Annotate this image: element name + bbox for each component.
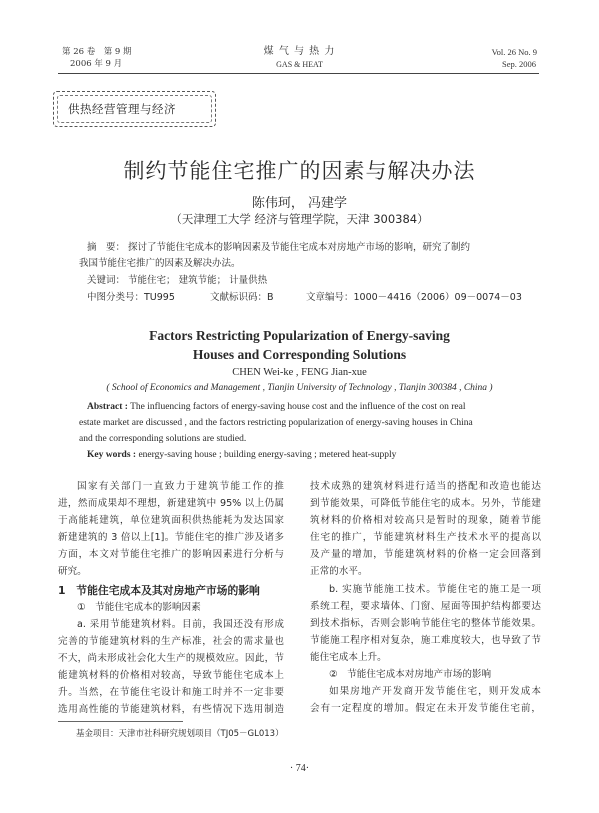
abstract-en-line1 xyxy=(87,402,547,412)
body-line: 到技术指标，否则会影响节能住宅的整体节能效果。 xyxy=(310,617,541,629)
body-line: 于高能耗建筑，单位建筑面积供热能耗为发达国家 xyxy=(58,515,284,527)
header-date-cn: 2006 年 9 月 xyxy=(70,59,123,69)
footnote-funding: 基金项目：天津市社科研究规划项目（TJ05－GL013） xyxy=(76,729,284,739)
body-line: 及产量的增加，节能建筑材料的价格一定会回落到 xyxy=(310,549,541,561)
body-line: b. 实施节能施工技术。节能住宅的施工是一项 xyxy=(329,583,541,595)
header-date-en: Sep. 2006 xyxy=(502,59,536,69)
body-line: 研究。 xyxy=(58,566,87,578)
keywords-en-label: Key words : xyxy=(87,450,137,460)
body-line: 会有一定程度的增加。假定在未开发节能住宅前， xyxy=(310,703,541,715)
abstract-cn-line1: 探讨了节能住宅成本的影响因素及节能住宅成本对房地产市场的影响，研究了制约 xyxy=(128,242,471,253)
keywords-en-text: energy-saving house ; building energy-saving ; metered heat-supply xyxy=(138,450,397,460)
abstract-cn xyxy=(87,240,547,256)
body-line: 能住宅成本上升。 xyxy=(310,651,387,663)
subheading-1: ① 节能住宅成本的影响因素 xyxy=(77,601,201,613)
right-column xyxy=(310,478,541,717)
paragraph-c xyxy=(310,683,541,717)
title-cn: 制约节能住宅推广的因素与解决办法 xyxy=(123,159,476,183)
body-line: 进，然而成果却不理想，新建建筑中 95% 以上仍属 xyxy=(58,498,284,510)
paragraph-a xyxy=(58,616,284,719)
body-line: 节能施工程序相对复杂，施工难度较大，也导致了节 xyxy=(310,634,541,646)
subheading-2: ② 节能住宅成本对房地产市场的影响 xyxy=(329,669,492,681)
body-line: 正常的水平。 xyxy=(310,566,368,578)
authors-en: CHEN Wei-ke , FENG Jian-xue xyxy=(232,367,367,378)
body-line: 到节能效果，可降低节能住宅的成本。另外，节能建 xyxy=(310,498,541,510)
body-line: 系统工程，要求墙体、门窗、屋面等围护结构都要达 xyxy=(310,600,541,612)
header-journal-cn: 煤 气 与 热 力 xyxy=(263,46,336,57)
clc-number: 中图分类号：TU995 xyxy=(87,292,175,303)
header-volume-cn: 第 26 卷 第 9 期 xyxy=(62,47,132,57)
header-rule xyxy=(58,73,539,74)
title-en-line1: Factors Restricting Popularization of Energy-saving xyxy=(149,328,450,343)
header-journal-en: GAS & HEAT xyxy=(276,60,323,69)
paragraph-b xyxy=(310,581,541,666)
body-line: a. 采用节能建筑材料。目前，我国还没有形成 xyxy=(77,618,284,630)
paragraph-a-continued xyxy=(310,478,541,581)
body-line: 能建筑材料的价格相对较高，导致节能住宅成本上 xyxy=(58,669,284,681)
abstract-en-line3: and the corresponding solutions are studied. xyxy=(79,434,247,444)
section-label: 供热经营管理与经济 xyxy=(68,102,176,116)
body-line: 如果房地产开发商开发节能住宅，则开发成本 xyxy=(329,686,541,698)
left-column xyxy=(58,478,284,718)
body-line: 升。当然，在节能住宅设计和施工时并不一定非要 xyxy=(58,687,284,699)
section-heading-1: 1 节能住宅成本及其对房地产市场的影响 xyxy=(58,583,260,597)
title-en-line2: Houses and Corresponding Solutions xyxy=(192,347,407,362)
article-number: 文章编号：1000－4416（2006）09－0074－03 xyxy=(306,292,522,303)
body-line: 选用高性能的节能建筑材料，有些情况下选用制造 xyxy=(58,704,284,716)
authors-cn: 陈伟珂， 冯建学 xyxy=(251,196,348,211)
body-line: 新建建筑的 3 倍以上[1]。节能住宅的推广涉及诸多 xyxy=(58,532,284,544)
header-volume-en: Vol. 26 No. 9 xyxy=(491,47,537,57)
section-label-box xyxy=(53,91,216,127)
document-code: 文献标识码：B xyxy=(210,292,274,303)
body-line: 方面，本文对节能住宅推广的影响因素进行分析与 xyxy=(58,549,284,561)
abstract-en-text1: The influencing factors of energy-saving house cost and the influence of the cost on real xyxy=(130,402,466,412)
body-line: 筑材料的价格相对较高只是暂时的现象，随着节能 xyxy=(310,515,541,527)
body-line: 国家有关部门一直致力于建筑节能工作的推 xyxy=(77,481,284,492)
keywords-en xyxy=(87,450,396,460)
affiliation-cn: （天津理工大学 经济与管理学院，天津 300384） xyxy=(170,212,429,226)
body-line: 技术成熟的建筑材料进行适当的搭配和改造也能达 xyxy=(310,481,541,492)
abstract-cn-label: 摘 要： xyxy=(87,242,126,253)
abstract-en-line2: estate market are discussed , and the factors restricting popularization of energy-saving houses in China xyxy=(79,418,473,428)
affiliation-en: ( School of Economics and Management , Tianjin University of Technology , Tianjin 300384 , China ) xyxy=(106,383,493,393)
body-line: 不大，尚未形成社会化大生产的规模效应。因此，节 xyxy=(58,652,284,664)
body-line: 完善的节能建筑材料的生产标准，社会的需求量也 xyxy=(58,635,284,647)
intro-paragraph xyxy=(58,478,284,581)
keywords-cn-text: 节能住宅； 建筑节能； 计量供热 xyxy=(128,275,268,286)
page-number: · 74· xyxy=(289,763,310,774)
keywords-cn-label: 关键词： xyxy=(87,275,126,286)
abstract-en-label: Abstract : xyxy=(87,402,128,412)
abstract-cn-line2: 我国节能住宅推广的因素及解决办法。 xyxy=(79,258,241,269)
keywords-cn xyxy=(87,273,267,289)
body-line: 住宅的推广，节能建筑材料生产技术水平的提高以 xyxy=(310,532,541,544)
footnote-rule xyxy=(58,721,183,722)
